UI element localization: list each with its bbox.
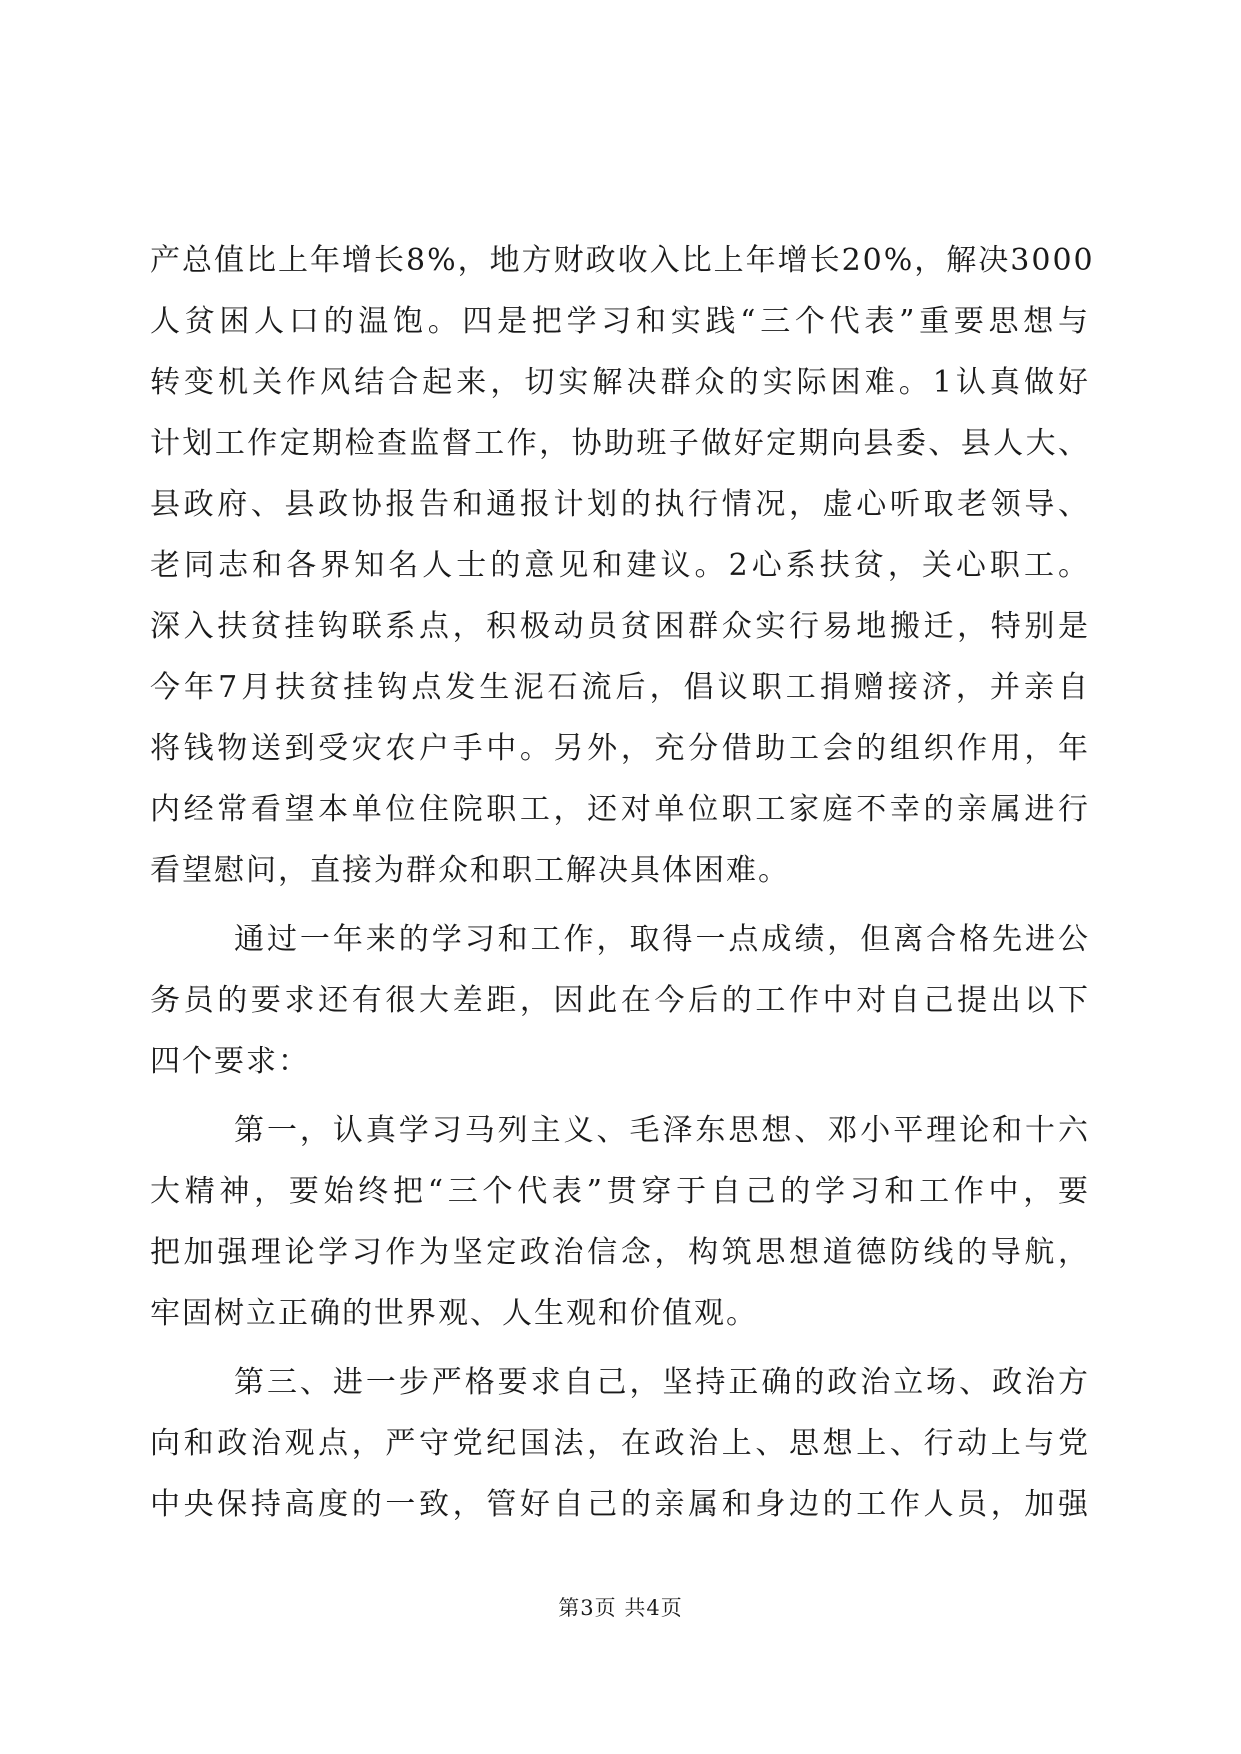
text-line: 深入扶贫挂钩联系点，积极动员贫困群众实行易地搬迁，特别是 [150,609,1090,644]
text-line: 务员的要求还有很大差距，因此在今后的工作中对自己提出以下 [150,983,1090,1018]
text-line: 转变机关作风结合起来，切实解决群众的实际困难。1认真做好 [150,365,1090,400]
text-line: 通过一年来的学习和工作，取得一点成绩，但离合格先进公 [234,922,1090,957]
text-line: 第三、进一步严格要求自己，坚持正确的政治立场、政治方 [234,1365,1090,1400]
paragraph [150,230,1095,901]
text-line: 牢固树立正确的世界观、人生观和价值观。 [150,1296,758,1331]
page-number-footer: 第3页 共4页 [558,1596,683,1620]
document-body [150,230,1095,1535]
paragraph [150,1100,1090,1344]
text-line: 老同志和各界知名人士的意见和建议。2心系扶贫，关心职工。 [150,548,1090,583]
text-line: 向和政治观点，严守党纪国法，在政治上、思想上、行动上与党 [150,1426,1090,1461]
text-line: 看望慰问，直接为群众和职工解决具体困难。 [150,853,790,888]
text-line: 中央保持高度的一致，管好自己的亲属和身边的工作人员，加强 [150,1487,1090,1522]
text-line: 人贫困人口的温饱。四是把学习和实践“三个代表”重要思想与 [150,304,1090,339]
text-line: 大精神，要始终把“三个代表”贯穿于自己的学习和工作中，要 [150,1174,1090,1209]
text-line: 第一，认真学习马列主义、毛泽东思想、邓小平理论和十六 [234,1113,1090,1148]
paragraph [150,1352,1090,1535]
text-line: 将钱物送到受灾农户手中。另外，充分借助工会的组织作用，年 [150,731,1090,766]
text-line: 产总值比上年增长8%，地方财政收入比上年增长20%，解决3000 [150,243,1095,278]
text-line: 计划工作定期检查监督工作，协助班子做好定期向县委、县人大、 [150,426,1090,461]
text-line: 今年7月扶贫挂钩点发生泥石流后，倡议职工捐赠接济，并亲自 [150,670,1090,705]
paragraph [150,909,1090,1092]
text-line: 县政府、县政协报告和通报计划的执行情况，虚心听取老领导、 [150,487,1090,522]
text-line: 内经常看望本单位住院职工，还对单位职工家庭不幸的亲属进行 [150,792,1090,827]
text-line: 四个要求： [150,1044,310,1079]
text-line: 把加强理论学习作为坚定政治信念，构筑思想道德防线的导航， [150,1235,1090,1270]
